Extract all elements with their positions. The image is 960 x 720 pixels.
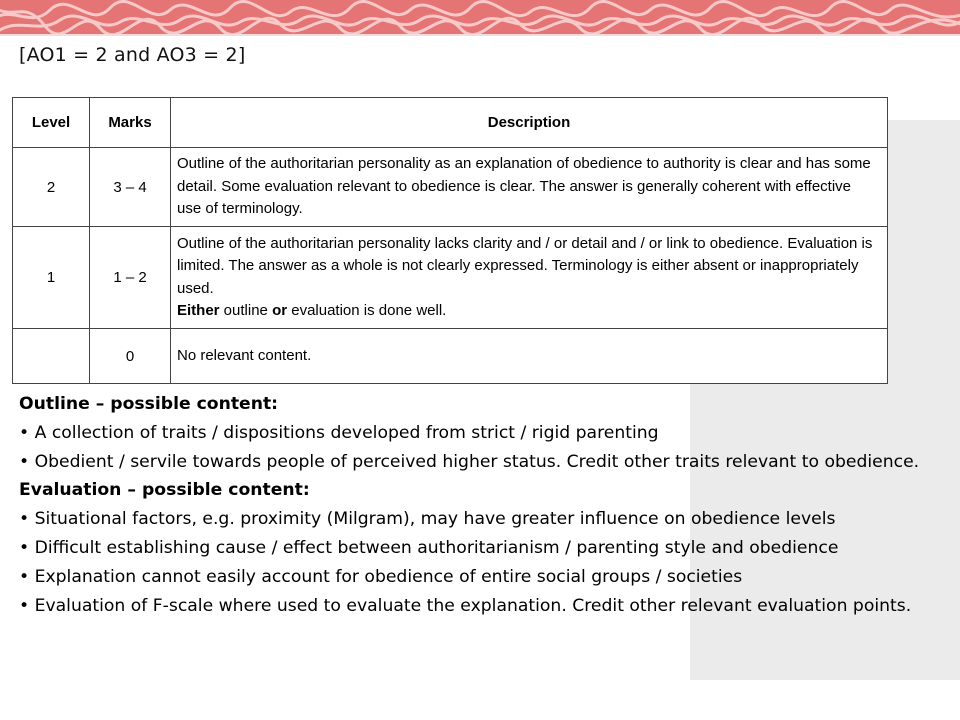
table-row <box>13 329 888 384</box>
brain-pattern-icon <box>0 0 960 34</box>
evaluation-bullet: • Difficult establishing cause / effect between authoritarianism / parenting style and obedience <box>19 537 839 558</box>
evaluation-bullet: • Evaluation of F-scale where used to evaluate the explanation. Credit other relevant evaluation points. <box>19 595 912 616</box>
page-title: [AO1 = 2 and AO3 = 2] <box>19 44 246 66</box>
header-marks: Marks <box>90 98 171 148</box>
table-row <box>13 148 888 227</box>
cell-marks: 0 <box>90 329 171 384</box>
cell-level: 1 <box>13 227 90 329</box>
cell-marks: 1 – 2 <box>90 227 171 329</box>
possible-content <box>19 390 944 620</box>
outline-bullet: • A collection of traits / dispositions developed from strict / rigid parenting <box>19 422 659 443</box>
cell-description: Outline of the authoritarian personality as an explanation of obedience to authority is clear and has some detail. Some evaluation relevant to obedience is clear. The answer is generally coherent with effective use of terminology. <box>171 148 888 227</box>
table-row <box>13 227 888 329</box>
evaluation-bullet: • Situational factors, e.g. proximity (Milgram), may have greater influence on obedience levels <box>19 509 836 530</box>
cell-marks: 3 – 4 <box>90 148 171 227</box>
note-suffix: evaluation is done well. <box>287 302 447 319</box>
description-text: Outline of the authoritarian personality lacks clarity and / or detail and / or link to obedience. Evaluation is limited. The answer as a whole is not clearly expressed. Terminology is either absent or inappropriately used. <box>177 234 873 297</box>
table-header-row <box>13 98 888 148</box>
cell-description: No relevant content. <box>171 329 888 384</box>
mark-scheme-table <box>12 97 888 384</box>
cell-level <box>13 329 90 384</box>
note-or: or <box>272 302 288 319</box>
cell-level: 2 <box>13 148 90 227</box>
header-level: Level <box>13 98 90 148</box>
evaluation-title: Evaluation – possible content: <box>19 480 310 501</box>
brain-pattern-banner <box>0 0 960 36</box>
outline-bullet: • Obedient / servile towards people of perceived higher status. Credit other traits relevant to obedience. <box>19 451 920 472</box>
note-either: Either <box>177 302 220 319</box>
header-description: Description <box>171 98 888 148</box>
note-middle: outline <box>219 302 273 319</box>
outline-title: Outline – possible content: <box>19 394 279 414</box>
cell-description <box>171 227 888 329</box>
evaluation-bullet: • Explanation cannot easily account for obedience of entire social groups / societies <box>19 566 743 587</box>
